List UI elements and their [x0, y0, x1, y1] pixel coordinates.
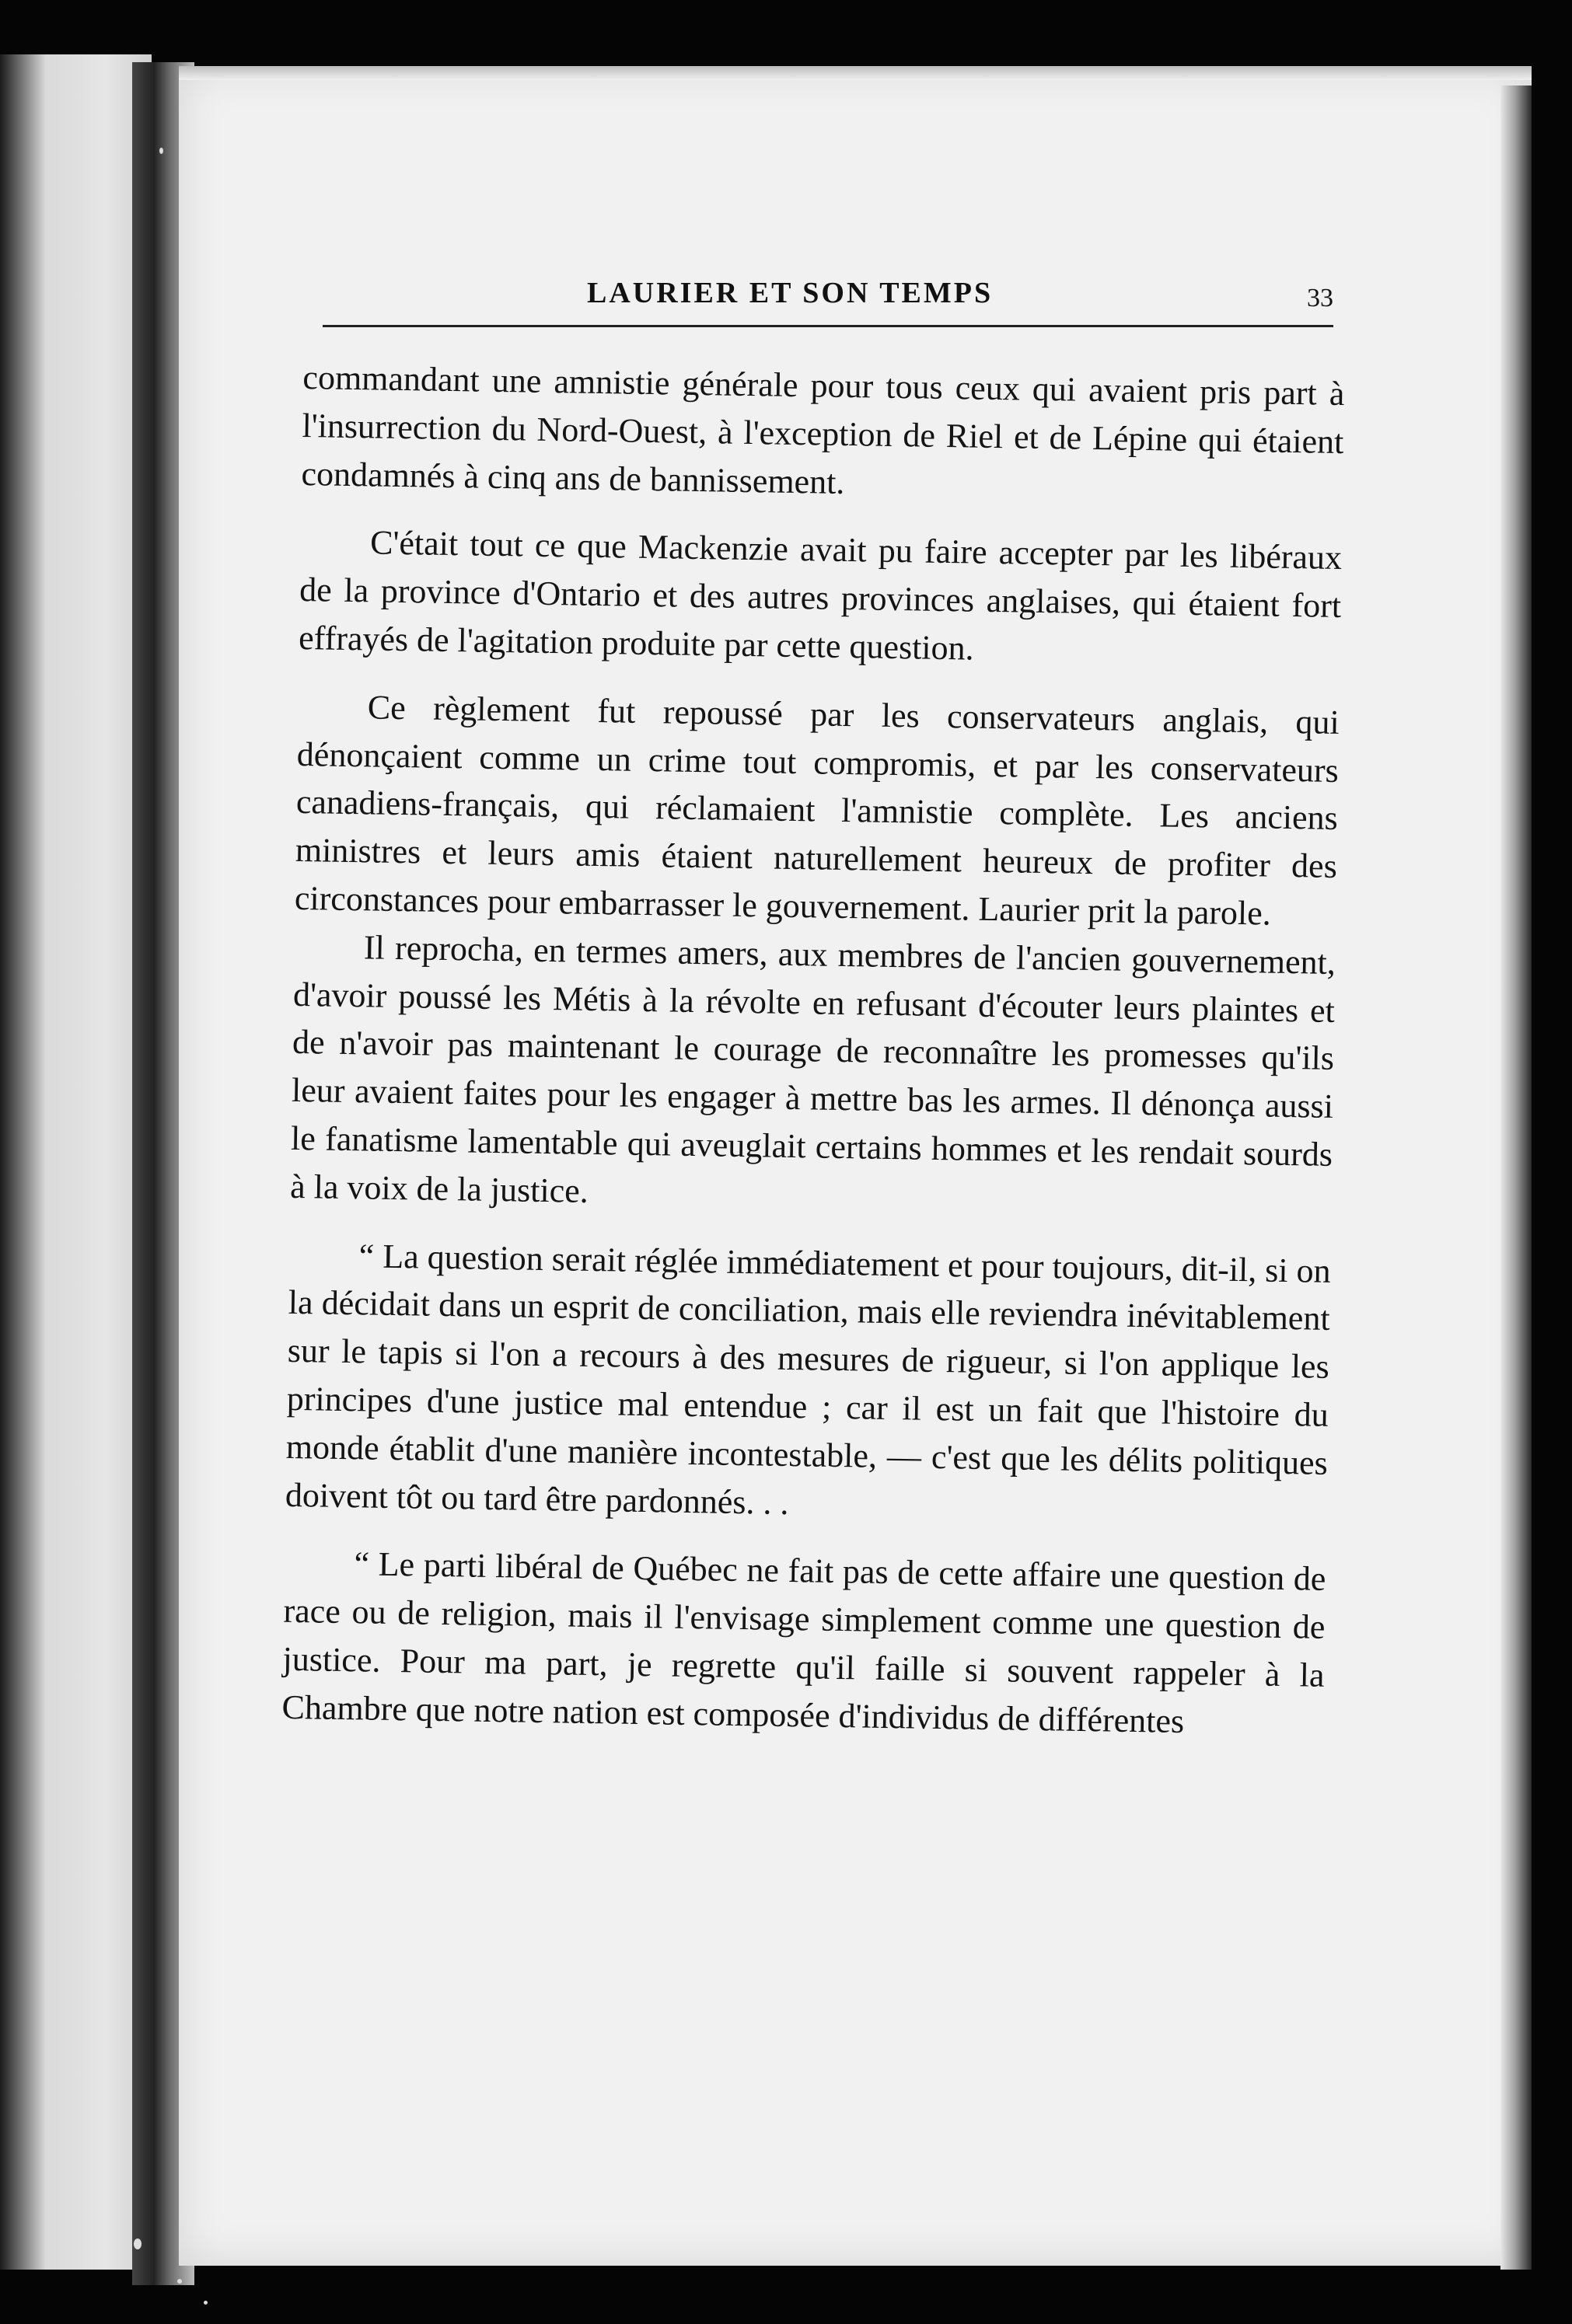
running-head-title: LAURIER ET SON TEMPS [587, 277, 994, 309]
running-head [323, 276, 1333, 330]
left-page-edge [0, 54, 152, 2270]
paragraph: “ La question serait réglée immédiatement et pour toujours, dit-il, si on la décidait dans un esprit de conciliation, mais elle reviendra inévitablement sur le tapis si l'on a recours à des mesures de rigueur, si l'on applique les principes d'une justice mal entendue ; car il est un fait que l'histoire du monde établit d'une manière incontestable, — c'est que les délits politiques doivent tôt ou tard être pardonnés. . . [285, 1236, 1332, 1522]
page-right-edge [1500, 85, 1532, 2270]
paragraph: Il reprocha, en termes amers, aux membres de l'ancien gouvernement, d'avoir poussé les Métis à la révolte en refusant d'écouter leurs plaintes et de n'avoir pas maintenant le courage de reconnaître les promesses qu'ils leur avaient faites pour les engager à mettre bas les armes. Il dénonça aussi le fanatisme lamentable qui aveuglait certains hommes et les rendait sourds à la voix de la justice. [289, 928, 1336, 1210]
page-top-edge [179, 66, 1532, 80]
paragraph: C'était tout ce que Mackenzie avait pu faire accepter par les libéraux de la province d'Ontario et des autres provinces anglaises, qui étaient fort effrayés de l'agitation produite par cette question. [298, 523, 1343, 668]
page-number: 33 [1307, 284, 1333, 312]
paragraph: commandant une amnistie générale pour tous ceux qui avaient pris part à l'insurrection du Nord-Ouest, à l'exception de Riel et de Lépine qui étaient condamnés à cinq ans de bannissement. [301, 358, 1345, 501]
body-text [281, 354, 1345, 1747]
paragraph: “ Le parti libéral de Québec ne fait pas de cette affaire une question de race ou de religion, mais il l'envisage simplement comme une question de justice. Pour ma part, je regrette qu'il faille si souvent rappeler à la Chambre que notre nation est composée d'individus de différentes [281, 1544, 1326, 1740]
paragraph: Ce règlement fut repoussé par les conservateurs anglais, qui dénonçaient comme un crime tout compromis, et par les conservateurs canadiens-français, qui réclamaient l'amnistie complète. Les anciens ministres et leurs amis étaient naturellement heureux de profiter des circonstances pour embarrasser le gouvernement. Laurier prit la parole. [294, 688, 1340, 933]
header-rule [323, 325, 1333, 327]
